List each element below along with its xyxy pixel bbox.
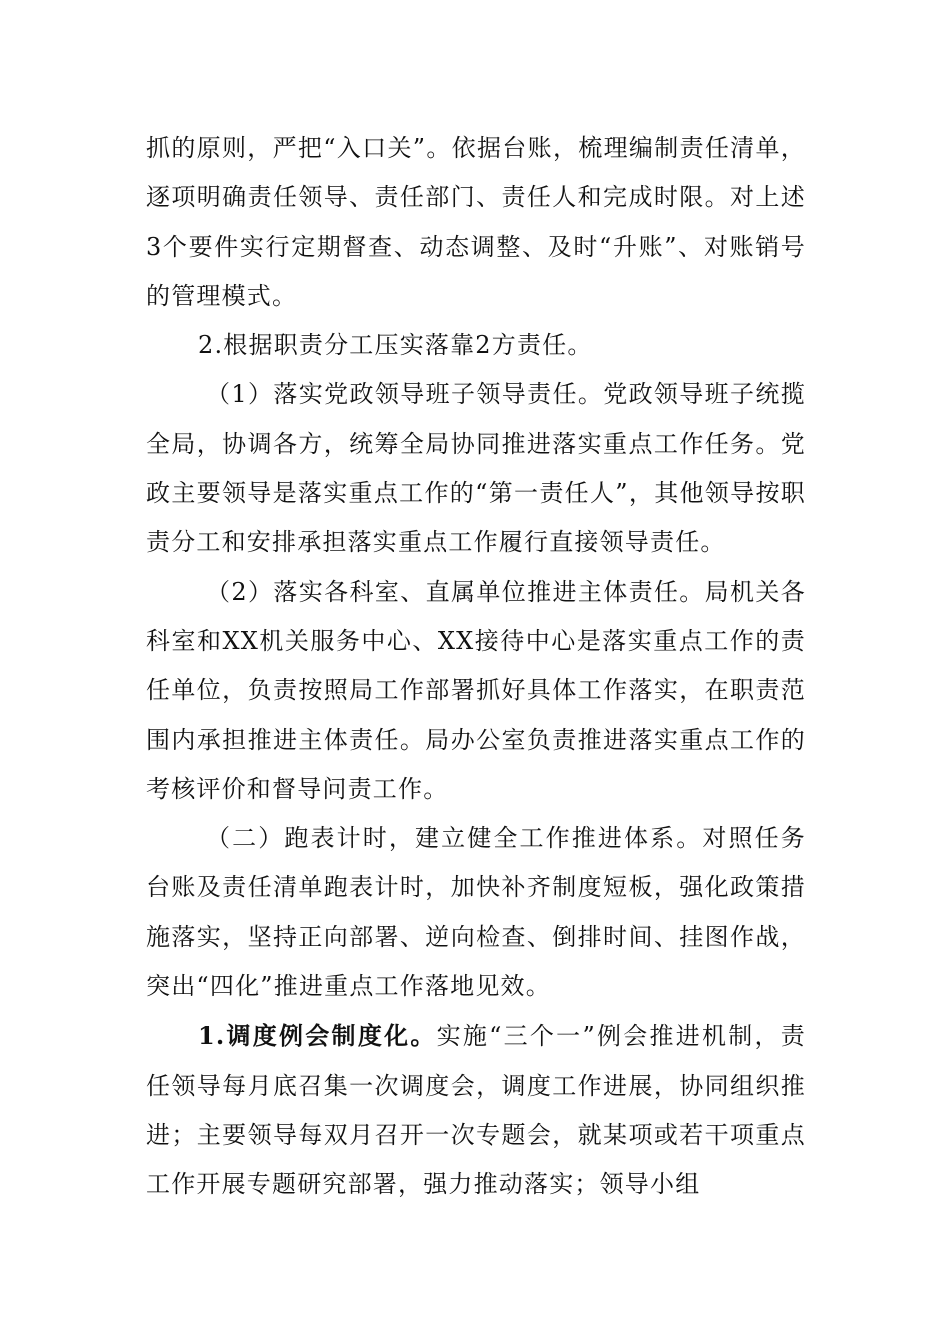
- paragraph-responsibility-list: 抓的原则，严把“入口关”。依据台账，梳理编制责任清单，逐项明确责任领导、责任部门、责任人和完成时限。对上述3个要件实行定期督查、动态调整、及时“升账”、对账销号的管理模式。: [146, 134, 806, 310]
- paragraph-lead-heading: 1.调度例会制度化。: [198, 1021, 437, 1051]
- paragraph-heading-duty-division: 2.根据职责分工压实落靠2方责任。: [198, 331, 593, 360]
- paragraph-work-promotion-system: （二）跑表计时，建立健全工作推进体系。对照任务台账及责任清单跑表计时，加快补齐制度短板，强化政策措施落实，坚持正向部署、逆向检查、倒排时间、挂图作战，突出“四化”推进重点工作落地见效。: [146, 824, 806, 1001]
- paragraph-body-text: 实施“三个一”例会推进机制，责任领导每月底召集一次调度会，调度工作进展，协同组织推进；主要领导每双月召开一次专题会，就某项或若干项重点工作开展专题研究部署，强力推动落实；领导小组: [146, 1022, 806, 1199]
- paragraph-party-leadership-responsibility: （1）落实党政领导班子领导责任。党政领导班子统揽全局，协调各方，统筹全局协同推进落实重点工作任务。党政主要领导是落实重点工作的“第一责任人”，其他领导按职责分工和安排承担落实重点工作履行直接领导责任。: [146, 380, 806, 557]
- document-body: [146, 124, 806, 1210]
- paragraph-department-responsibility: （2）落实各科室、直属单位推进主体责任。局机关各科室和XX机关服务中心、XX接待中心是落实重点工作的责任单位，负责按照局工作部署抓好具体工作落实，在职责范围内承担推进主体责任。局办公室负责推进落实重点工作的考核评价和督导问责工作。: [146, 577, 806, 803]
- paragraph-meeting-institutionalization: [146, 1011, 806, 1209]
